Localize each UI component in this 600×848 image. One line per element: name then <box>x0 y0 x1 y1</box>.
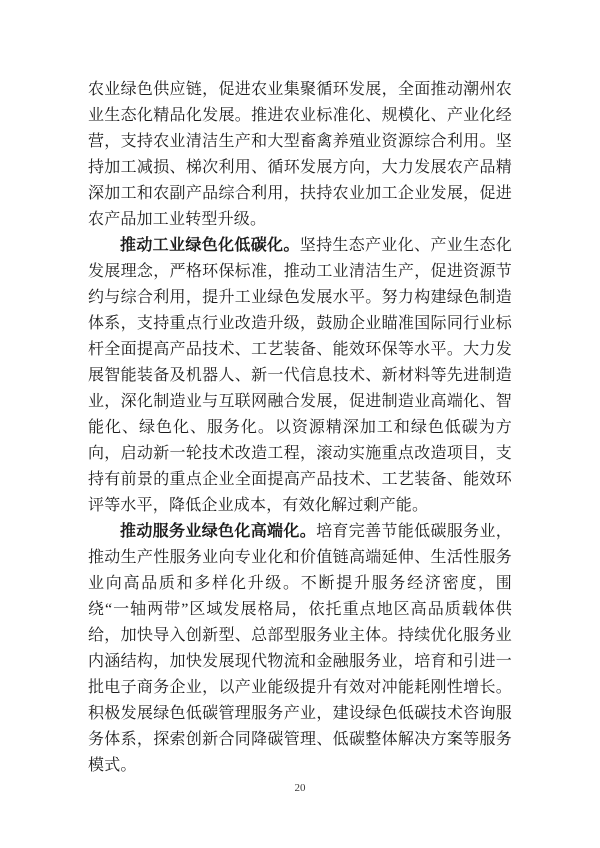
paragraph-text: 坚持生态产业化、产业生态化发展理念，严格环保标准，推动工业清洁生产，促进资源节约与综合利用，提升工业绿色发展水平。努力构建绿色制造体系，支持重点行业改造升级，鼓励企业瞄准国际同行业标杆全面提高产品技术、工艺装备、能效环保等水平。大力发展智能装备及机器人、新一代信息技术、新材料等先进制造业，深化制造业与互联网融合发展，促进制造业高端化、智能化、绿色化、服务化。以资源精深加工和绿色低碳为方向，启动新一轮技术改造工程，滚动实施重点改造项目，支持有前景的重点企业全面提高产品技术、工艺装备、能效环评等水平，降低企业成本，有效化解过剩产能。 <box>88 237 512 514</box>
paragraph-services-green-highend <box>88 519 512 779</box>
page-number: 20 <box>294 782 306 794</box>
paragraph-lead: 推动工业绿色化低碳化。 <box>120 237 300 254</box>
paragraph-agriculture-continuation <box>88 77 512 233</box>
paragraph-text: 农业绿色供应链，促进农业集聚循环发展，全面推动潮州农业生态化精品化发展。推进农业标准化、规模化、产业化经营，支持农业清洁生产和大型畜禽养殖业资源综合利用。坚持加工减损、梯次利用、循环发展方向，大力发展农产品精深加工和农副产品综合利用，扶持农业加工企业发展，促进农产品加工业转型升级。 <box>88 81 512 228</box>
paragraph-text: 培育完善节能低碳服务业，推动生产性服务业向专业化和价值链高端延伸、生活性服务业向高品质和多样化升级。不断提升服务经济密度，围绕“一轴两带”区域发展格局，依托重点地区高品质载体供给，加快导入创新型、总部型服务业主体。持续优化服务业内涵结构，加快发展现代物流和金融服务业，培育和引进一批电子商务企业，以产业能级提升有效对冲能耗刚性增长。积极发展绿色低碳管理服务产业，建设绿色低碳技术咨询服务体系，探索创新合同降碳管理、低碳整体解决方案等服务模式。 <box>88 523 513 774</box>
document-body <box>88 77 512 779</box>
paragraph-industry-green-low-carbon <box>88 233 512 519</box>
paragraph-lead: 推动服务业绿色化高端化。 <box>120 523 317 540</box>
